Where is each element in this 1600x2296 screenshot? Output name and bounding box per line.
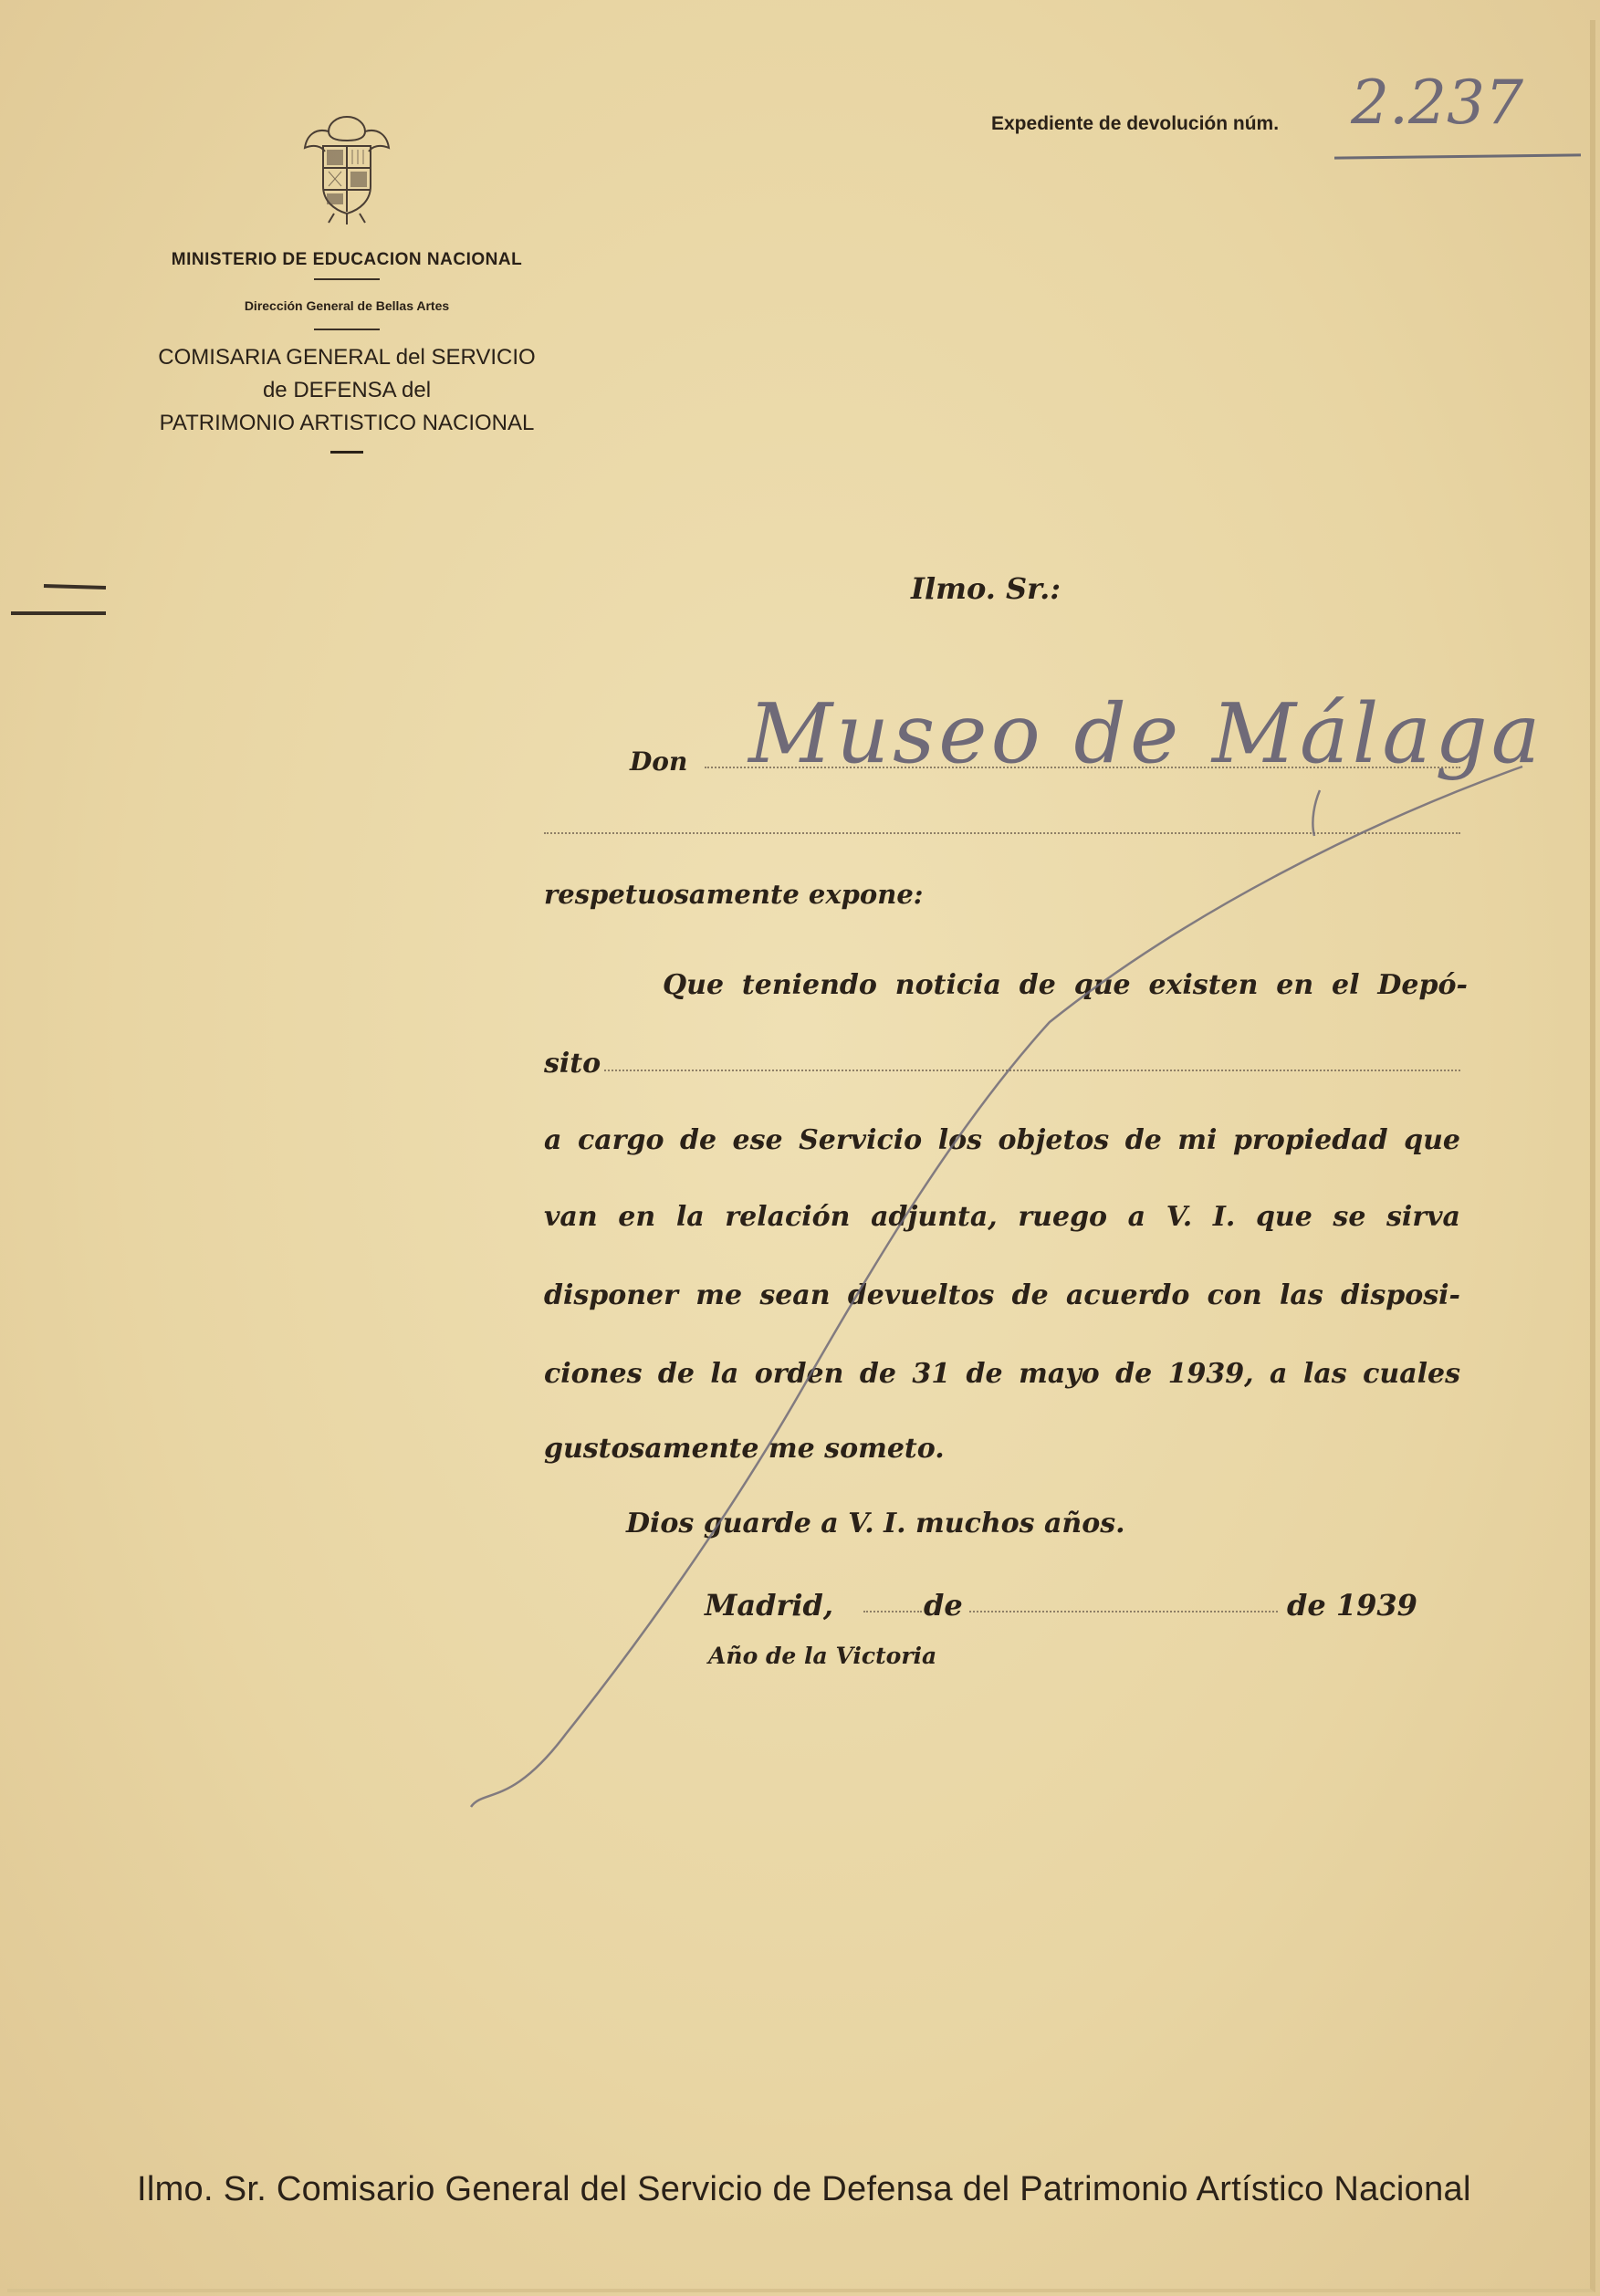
comisaria-line: COMISARIA GENERAL del SERVICIO (158, 345, 536, 370)
body-word: noticia (894, 969, 1001, 1001)
expediente-label: Expediente de devolución núm. (991, 113, 1280, 134)
comisaria-line: de DEFENSA del (262, 378, 432, 402)
body-line: ciones de la orden de 31 de mayo de 1939, a las cuales (544, 1358, 1460, 1390)
body-line: gustosamente me someto. (544, 1433, 945, 1465)
body-word: en (1276, 969, 1314, 1001)
closing-formula: Dios guarde a V. I. muchos años. (626, 1508, 1125, 1539)
date-de-label: de (924, 1588, 963, 1623)
body-line: van en la relación adjunta, ruego a V. I. que se sirva (544, 1201, 1460, 1233)
body-word: existen (1148, 969, 1259, 1001)
margin-mark (7, 580, 108, 617)
day-fill-line (863, 1611, 922, 1612)
ministry-name: MINISTERIO DE EDUCACION NACIONAL (171, 250, 523, 269)
place-label: Madrid, (705, 1588, 834, 1623)
comisaria-line: PATRIMONIO ARTISTICO NACIONAL (159, 411, 535, 435)
salutation: Ilmo. Sr.: (911, 571, 1061, 606)
ano-victoria: Año de la Victoria (708, 1643, 937, 1669)
don-handwritten-value: Museo de Málaga (748, 686, 1544, 782)
body-word: Depó- (1377, 969, 1468, 1001)
body-line: disponer me sean devueltos de acuerdo con las disposi- (544, 1279, 1460, 1311)
don-label: Don (630, 746, 688, 777)
month-fill-line (969, 1611, 1278, 1612)
expone-text: respetuosamente expone: (544, 879, 924, 910)
blank-fill-line (544, 832, 1460, 834)
deposito-fill-line (604, 1070, 1460, 1071)
body-line: a cargo de ese Servicio los objetos de mi propiedad que (544, 1124, 1460, 1156)
letterhead-rule (314, 278, 380, 280)
letterhead-rule (314, 329, 380, 330)
sito-label: sito (544, 1048, 601, 1080)
body-word: teniendo (741, 969, 877, 1001)
body-word: Que (663, 969, 725, 1001)
coat-of-arms-icon (301, 111, 392, 225)
body-word: de (1019, 969, 1056, 1001)
addressee-footer: Ilmo. Sr. Comisario General del Servicio de Defensa del Patrimonio Artístico Nacional (137, 2170, 1471, 2208)
letterhead-rule (330, 451, 363, 454)
expediente-number: 2.237 (1351, 68, 1523, 138)
direccion-general: Dirección General de Bellas Artes (244, 298, 450, 313)
date-year: de 1939 (1287, 1588, 1417, 1623)
body-line (663, 969, 1468, 1001)
body-word: que (1073, 969, 1131, 1001)
body-word: el (1332, 969, 1360, 1001)
